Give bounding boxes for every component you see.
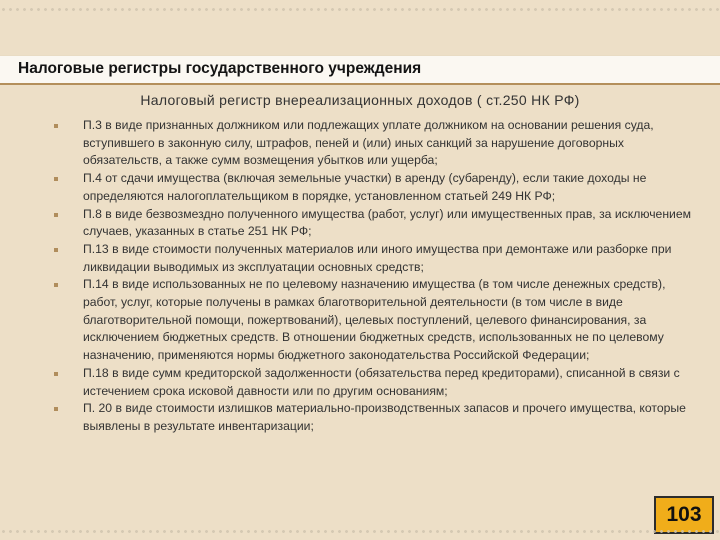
- square-bullet-icon: [54, 248, 58, 252]
- decorative-dots-bottom: [0, 528, 720, 536]
- square-bullet-icon: [54, 177, 58, 181]
- list-item-text: П.4 от сдачи имущества (включая земельные участки) в аренду (субаренду), если такие доходы не определяются налогоплательщиком в порядке, установленном статьей 249 НК РФ;: [83, 171, 647, 203]
- list-item-text: П.14 в виде использованных не по целевому назначению имущества (в том числе денежных средств), работ, услуг, которые получены в рамках благотворительной деятельности (в том числе в виде благотворительной помощи, пожертвований), целевых поступлений, целевого финансирования, за исключением бюджетных средств. В отношении бюджетных средств, использованных не по целевому назначению, применяются нормы бюджетного законодательства Российской Федерации;: [83, 277, 666, 363]
- page-number-badge: 103: [654, 496, 714, 534]
- list-item-text: П.8 в виде безвозмездно полученного имущества (работ, услуг) или имущественных прав, за исключением случаев, указанных в статье 251 НК РФ;: [83, 206, 692, 239]
- list-item-text: П.18 в виде сумм кредиторской задолженности (обязательства перед кредиторами), списанной в связи с истечением срока исковой давности или по другим основаниям;: [83, 365, 680, 398]
- list-item: [54, 241, 694, 276]
- list-item: [54, 276, 694, 365]
- subtitle: Налоговый регистр внереализационных доходов ( ст.250 НК РФ): [140, 92, 580, 108]
- list-item-text: П.13 в виде стоимости полученных материалов или иного имущества при демонтаже или разборке при ликвидации выводимых из эксплуатации основных средств;: [83, 241, 672, 274]
- list-item: [54, 400, 694, 435]
- square-bullet-icon: [54, 407, 58, 411]
- list-item: [54, 117, 694, 170]
- bullet-list: [54, 117, 694, 436]
- decorative-dots-top: [0, 6, 720, 14]
- title-band: [0, 55, 720, 85]
- square-bullet-icon: [54, 124, 58, 128]
- list-item: [54, 365, 694, 400]
- square-bullet-icon: [54, 283, 58, 287]
- list-item-text: П. 20 в виде стоимости излишков материально-производственных запасов и прочего имущества, которые выявлены в результате инвентаризации;: [83, 401, 686, 433]
- square-bullet-icon: [54, 372, 58, 376]
- list-item-text: П.3 в виде признанных должником или подлежащих уплате должником на основании решения суда, вступившего в законную силу, штрафов, пеней и (или) иных санкций за нарушение договорных обязательств, а также сумм возмещения убытков или ущерба;: [83, 118, 654, 168]
- page-title: Налоговые регистры государственного учреждения: [18, 60, 422, 77]
- list-item: [54, 170, 694, 205]
- list-item: [54, 206, 694, 241]
- square-bullet-icon: [54, 213, 58, 217]
